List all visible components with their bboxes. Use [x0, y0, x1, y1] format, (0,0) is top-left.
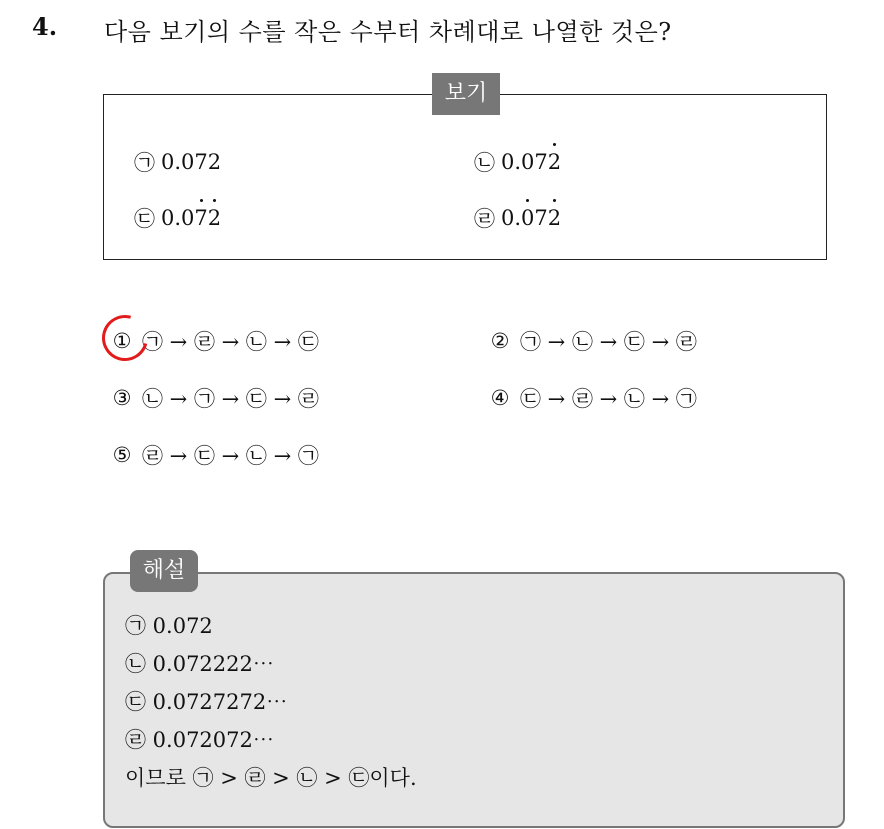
- bogi-value: 0.072: [161, 150, 222, 174]
- bogi-value-prefix: 0.0: [161, 206, 195, 230]
- bogi-value-prefix: 0.07: [501, 150, 548, 174]
- repeating-digit: 0: [521, 206, 534, 230]
- bogi-symbol: ㉣: [474, 207, 495, 231]
- repeat-dot-icon: [553, 199, 556, 202]
- bogi-symbol: ㉡: [474, 151, 495, 175]
- bogi-symbol: ㉢: [134, 207, 155, 231]
- bogi-item-2: [474, 147, 561, 177]
- bogi-box: [103, 81, 827, 260]
- choice-sequence: ㉢ → ㉣ → ㉡ → ㉠: [520, 387, 697, 411]
- repeating-digit: 2: [208, 206, 221, 230]
- choice-number: ②: [490, 329, 510, 353]
- bogi-item-3: [134, 203, 221, 233]
- repeat-dot-icon: [213, 199, 216, 202]
- question-number: 4.: [32, 12, 58, 41]
- solution-title: 해설: [130, 550, 198, 592]
- bogi-item-1: [134, 147, 221, 177]
- bogi-item-4: [474, 203, 561, 233]
- solution-line-3: ㉢ 0.0727272⋯: [125, 690, 288, 714]
- bogi-mid-digit: 7: [534, 206, 548, 230]
- question-text: 다음 보기의 수를 작은 수부터 차례대로 나열한 것은?: [104, 18, 672, 46]
- solution-line-4: ㉣ 0.072072⋯: [125, 728, 274, 752]
- choice-sequence: ㉠ → ㉣ → ㉡ → ㉢: [142, 330, 319, 354]
- bogi-value-prefix: 0.: [501, 206, 522, 230]
- choice-number: ③: [112, 386, 132, 410]
- repeating-digit: 7: [194, 206, 207, 230]
- repeating-digit: 2: [548, 150, 561, 174]
- repeat-dot-icon: [526, 199, 529, 202]
- choice-sequence: ㉣ → ㉢ → ㉡ → ㉠: [142, 444, 319, 468]
- choice-sequence: ㉡ → ㉠ → ㉢ → ㉣: [142, 387, 319, 411]
- repeat-dot-icon: [553, 143, 556, 146]
- choice-3[interactable]: [108, 383, 319, 413]
- bogi-title: 보기: [432, 73, 500, 115]
- bogi-symbol: ㉠: [134, 151, 155, 175]
- solution-conclusion: 이므로 ㉠ > ㉣ > ㉡ > ㉢이다.: [125, 766, 417, 790]
- solution-line-1: ㉠ 0.072: [125, 614, 213, 638]
- solution-line-2: ㉡ 0.072222⋯: [125, 652, 274, 676]
- choice-2[interactable]: [486, 326, 697, 356]
- choice-number: ①: [112, 329, 132, 353]
- repeat-dot-icon: [200, 199, 203, 202]
- choice-number: ④: [490, 386, 510, 410]
- choice-1[interactable]: [108, 326, 319, 356]
- choice-number: ⑤: [112, 443, 132, 467]
- choice-5[interactable]: [108, 440, 319, 470]
- choice-sequence: ㉠ → ㉡ → ㉢ → ㉣: [520, 330, 697, 354]
- repeating-digit: 2: [548, 206, 561, 230]
- choice-4[interactable]: [486, 383, 697, 413]
